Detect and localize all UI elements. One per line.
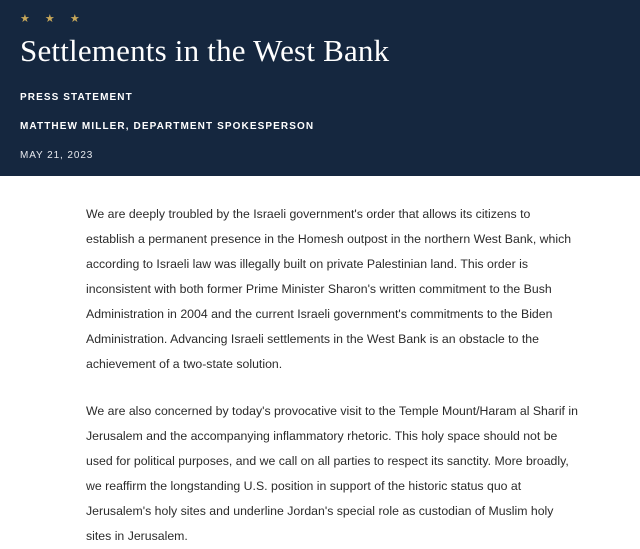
page-title: Settlements in the West Bank <box>20 33 390 68</box>
paragraph: We are deeply troubled by the Israeli government's order that allows its citizens to establish a permanent presence in the Homesh outpost in the northern West Bank, which according to Israeli law was illegally built on private Palestinian land. This order is inconsistent with both former Prime Minister Sharon's written commitment to the Bush Administration in 2004 and the current Israeli government's commitments to the Biden Administration. Advancing Israeli settlements in the West Bank is an obstacle to the achievement of a two-state solution. <box>86 207 572 371</box>
content-type-label: PRESS STATEMENT <box>20 92 133 103</box>
page-header <box>0 0 640 176</box>
paragraph: We are also concerned by today's provocative visit to the Temple Mount/Haram al Sharif in Jerusalem and the accompanying inflammatory rhetoric. This holy space should not be used for political purposes, and we call on all parties to respect its sanctity. More broadly, we reaffirm the longstanding U.S. position in support of the historic status quo at Jerusalem's holy sites and underline Jordan's special role as custodian of Muslim holy sites in Jerusalem. <box>86 404 578 543</box>
article-meta <box>20 92 622 161</box>
stars-decoration: ★ ★ ★ <box>20 13 86 25</box>
article-body <box>0 176 640 549</box>
author-label: MATTHEW MILLER, DEPARTMENT SPOKESPERSON <box>20 121 315 132</box>
publish-date: MAY 21, 2023 <box>20 150 94 161</box>
